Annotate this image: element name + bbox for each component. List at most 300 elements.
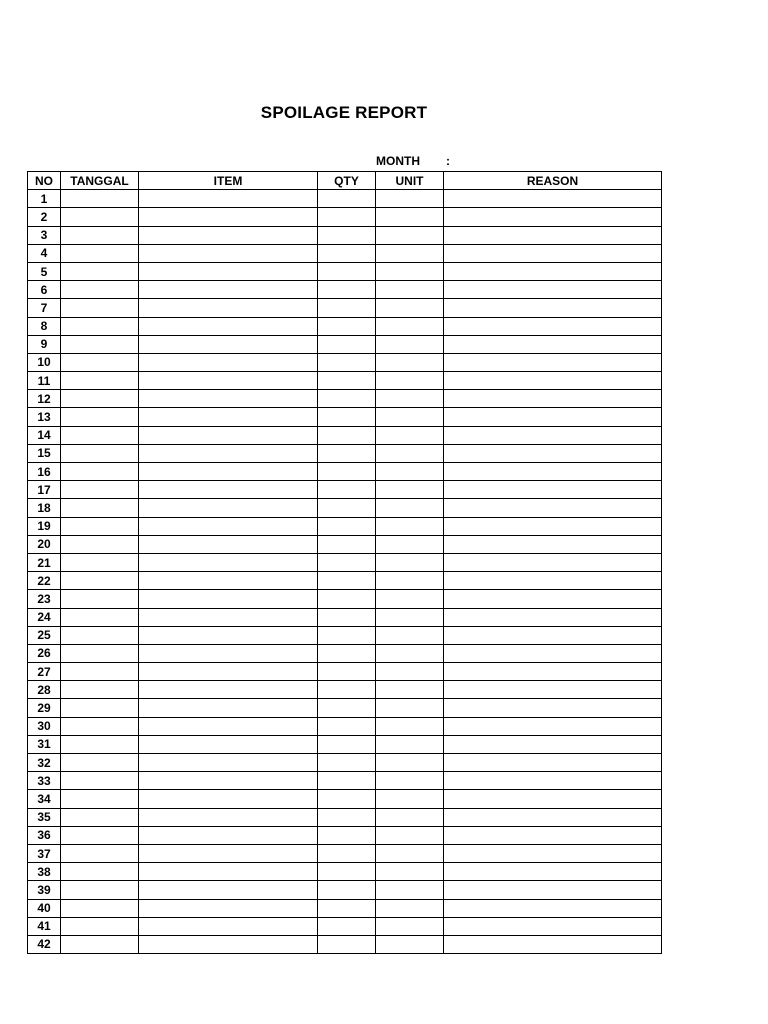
tanggal-cell[interactable] [61,353,139,371]
qty-cell[interactable] [318,444,376,462]
reason-cell[interactable] [444,863,662,881]
reason-cell[interactable] [444,463,662,481]
table-row [28,699,662,717]
qty-cell[interactable] [318,281,376,299]
unit-cell[interactable] [376,317,444,335]
table-row [28,281,662,299]
month-label: MONTH [376,154,420,168]
reason-cell[interactable] [444,335,662,353]
tanggal-cell[interactable] [61,754,139,772]
reason-cell[interactable] [444,808,662,826]
qty-cell[interactable] [318,335,376,353]
unit-cell[interactable] [376,717,444,735]
qty-cell[interactable] [318,644,376,662]
row-number: 7 [28,299,61,317]
row-number: 2 [28,208,61,226]
table-row [28,299,662,317]
unit-cell[interactable] [376,590,444,608]
qty-cell[interactable] [318,317,376,335]
tanggal-cell[interactable] [61,426,139,444]
row-number: 40 [28,899,61,917]
unit-cell[interactable] [376,735,444,753]
unit-cell[interactable] [376,608,444,626]
reason-cell[interactable] [444,190,662,208]
table-row [28,317,662,335]
row-number: 31 [28,735,61,753]
tanggal-cell[interactable] [61,517,139,535]
row-number: 21 [28,553,61,571]
table-row [28,881,662,899]
table-row [28,644,662,662]
tanggal-cell[interactable] [61,481,139,499]
tanggal-cell[interactable] [61,863,139,881]
tanggal-cell[interactable] [61,535,139,553]
table-row [28,790,662,808]
qty-cell[interactable] [318,535,376,553]
row-number: 42 [28,935,61,953]
table-row [28,917,662,935]
unit-cell[interactable] [376,190,444,208]
item-cell[interactable] [139,444,318,462]
unit-cell[interactable] [376,681,444,699]
qty-cell[interactable] [318,772,376,790]
qty-cell[interactable] [318,463,376,481]
unit-cell[interactable] [376,335,444,353]
item-cell[interactable] [139,299,318,317]
item-cell[interactable] [139,426,318,444]
qty-cell[interactable] [318,481,376,499]
tanggal-cell[interactable] [61,808,139,826]
table-row [28,754,662,772]
row-number: 15 [28,444,61,462]
tanggal-cell[interactable] [61,317,139,335]
item-cell[interactable] [139,372,318,390]
tanggal-cell[interactable] [61,281,139,299]
unit-cell[interactable] [376,881,444,899]
item-cell[interactable] [139,917,318,935]
reason-cell[interactable] [444,281,662,299]
qty-cell[interactable] [318,717,376,735]
table-row [28,826,662,844]
qty-cell[interactable] [318,754,376,772]
reason-cell[interactable] [444,226,662,244]
unit-cell[interactable] [376,444,444,462]
row-number: 3 [28,226,61,244]
reason-cell[interactable] [444,790,662,808]
item-cell[interactable] [139,226,318,244]
reason-cell[interactable] [444,608,662,626]
reason-cell[interactable] [444,426,662,444]
unit-cell[interactable] [376,917,444,935]
tanggal-cell[interactable] [61,372,139,390]
item-cell[interactable] [139,517,318,535]
tanggal-cell[interactable] [61,408,139,426]
unit-cell[interactable] [376,572,444,590]
item-cell[interactable] [139,208,318,226]
item-cell[interactable] [139,281,318,299]
unit-cell[interactable] [376,208,444,226]
qty-cell[interactable] [318,390,376,408]
tanggal-cell[interactable] [61,772,139,790]
table-body [28,190,662,954]
unit-cell[interactable] [376,226,444,244]
row-number: 29 [28,699,61,717]
reason-cell[interactable] [444,735,662,753]
table-row [28,626,662,644]
tanggal-cell[interactable] [61,717,139,735]
month-separator: : [446,154,450,168]
qty-cell[interactable] [318,190,376,208]
unit-cell[interactable] [376,935,444,953]
tanggal-cell[interactable] [61,626,139,644]
item-cell[interactable] [139,699,318,717]
header-unit: UNIT [376,172,444,190]
qty-cell[interactable] [318,735,376,753]
month-line [376,154,450,168]
unit-cell[interactable] [376,372,444,390]
qty-cell[interactable] [318,699,376,717]
unit-cell[interactable] [376,899,444,917]
row-number: 10 [28,353,61,371]
unit-cell[interactable] [376,772,444,790]
tanggal-cell[interactable] [61,572,139,590]
row-number: 16 [28,463,61,481]
unit-cell[interactable] [376,408,444,426]
unit-cell[interactable] [376,553,444,571]
unit-cell[interactable] [376,699,444,717]
unit-cell[interactable] [376,826,444,844]
row-number: 17 [28,481,61,499]
qty-cell[interactable] [318,626,376,644]
unit-cell[interactable] [376,808,444,826]
item-cell[interactable] [139,644,318,662]
row-number: 28 [28,681,61,699]
row-number: 6 [28,281,61,299]
qty-cell[interactable] [318,808,376,826]
row-number: 38 [28,863,61,881]
reason-cell[interactable] [444,899,662,917]
table-row [28,572,662,590]
row-number: 11 [28,372,61,390]
document-title: SPOILAGE REPORT [260,103,428,122]
item-cell[interactable] [139,463,318,481]
row-number: 33 [28,772,61,790]
row-number: 20 [28,535,61,553]
table-row [28,808,662,826]
table-row [28,353,662,371]
unit-cell[interactable] [376,390,444,408]
row-number: 26 [28,644,61,662]
row-number: 1 [28,190,61,208]
tanggal-cell[interactable] [61,299,139,317]
tanggal-cell[interactable] [61,226,139,244]
qty-cell[interactable] [318,899,376,917]
unit-cell[interactable] [376,299,444,317]
reason-cell[interactable] [444,372,662,390]
qty-cell[interactable] [318,244,376,262]
item-cell[interactable] [139,408,318,426]
reason-cell[interactable] [444,917,662,935]
qty-cell[interactable] [318,881,376,899]
reason-cell[interactable] [444,681,662,699]
reason-cell[interactable] [444,626,662,644]
row-number: 9 [28,335,61,353]
tanggal-cell[interactable] [61,735,139,753]
unit-cell[interactable] [376,481,444,499]
table-row [28,244,662,262]
qty-cell[interactable] [318,590,376,608]
item-cell[interactable] [139,353,318,371]
table-row [28,717,662,735]
row-number: 19 [28,517,61,535]
reason-cell[interactable] [444,517,662,535]
item-cell[interactable] [139,681,318,699]
qty-cell[interactable] [318,663,376,681]
header-item: ITEM [139,172,318,190]
reason-cell[interactable] [444,881,662,899]
unit-cell[interactable] [376,262,444,280]
header-no: NO [28,172,61,190]
spoilage-table [27,171,662,954]
item-cell[interactable] [139,899,318,917]
qty-cell[interactable] [318,208,376,226]
unit-cell[interactable] [376,790,444,808]
row-number: 13 [28,408,61,426]
qty-cell[interactable] [318,935,376,953]
unit-cell[interactable] [376,426,444,444]
unit-cell[interactable] [376,463,444,481]
table-row [28,735,662,753]
qty-cell[interactable] [318,262,376,280]
item-cell[interactable] [139,317,318,335]
qty-cell[interactable] [318,426,376,444]
tanggal-cell[interactable] [61,190,139,208]
qty-cell[interactable] [318,826,376,844]
tanggal-cell[interactable] [61,553,139,571]
reason-cell[interactable] [444,353,662,371]
tanggal-cell[interactable] [61,644,139,662]
item-cell[interactable] [139,262,318,280]
reason-cell[interactable] [444,935,662,953]
table-row [28,372,662,390]
tanggal-cell[interactable] [61,499,139,517]
item-cell[interactable] [139,244,318,262]
reason-cell[interactable] [444,772,662,790]
table-row [28,935,662,953]
reason-cell[interactable] [444,317,662,335]
unit-cell[interactable] [376,281,444,299]
reason-cell[interactable] [444,408,662,426]
table-row [28,663,662,681]
table-row [28,390,662,408]
item-cell[interactable] [139,572,318,590]
item-cell[interactable] [139,499,318,517]
table-row [28,608,662,626]
unit-cell[interactable] [376,663,444,681]
item-cell[interactable] [139,608,318,626]
qty-cell[interactable] [318,790,376,808]
unit-cell[interactable] [376,517,444,535]
table-row [28,408,662,426]
row-number: 27 [28,663,61,681]
row-number: 34 [28,790,61,808]
row-number: 35 [28,808,61,826]
qty-cell[interactable] [318,863,376,881]
reason-cell[interactable] [444,699,662,717]
tanggal-cell[interactable] [61,826,139,844]
header-qty: QTY [318,172,376,190]
reason-cell[interactable] [444,663,662,681]
tanggal-cell[interactable] [61,208,139,226]
qty-cell[interactable] [318,917,376,935]
reason-cell[interactable] [444,299,662,317]
table-row [28,535,662,553]
item-cell[interactable] [139,626,318,644]
reason-cell[interactable] [444,535,662,553]
item-cell[interactable] [139,826,318,844]
qty-cell[interactable] [318,408,376,426]
qty-cell[interactable] [318,226,376,244]
table-row [28,553,662,571]
row-number: 8 [28,317,61,335]
reason-cell[interactable] [444,572,662,590]
row-number: 36 [28,826,61,844]
tanggal-cell[interactable] [61,262,139,280]
reason-cell[interactable] [444,390,662,408]
reason-cell[interactable] [444,553,662,571]
item-cell[interactable] [139,735,318,753]
tanggal-cell[interactable] [61,663,139,681]
item-cell[interactable] [139,863,318,881]
table-row [28,208,662,226]
unit-cell[interactable] [376,754,444,772]
unit-cell[interactable] [376,499,444,517]
row-number: 14 [28,426,61,444]
table-header-row [28,172,662,190]
row-number: 24 [28,608,61,626]
reason-cell[interactable] [444,826,662,844]
qty-cell[interactable] [318,372,376,390]
item-cell[interactable] [139,553,318,571]
tanggal-cell[interactable] [61,844,139,862]
reason-cell[interactable] [444,754,662,772]
unit-cell[interactable] [376,844,444,862]
qty-cell[interactable] [318,608,376,626]
table-row [28,226,662,244]
reason-cell[interactable] [444,444,662,462]
unit-cell[interactable] [376,353,444,371]
unit-cell[interactable] [376,535,444,553]
reason-cell[interactable] [444,844,662,862]
item-cell[interactable] [139,717,318,735]
table-row [28,481,662,499]
tanggal-cell[interactable] [61,699,139,717]
tanggal-cell[interactable] [61,899,139,917]
reason-cell[interactable] [444,208,662,226]
row-number: 41 [28,917,61,935]
row-number: 5 [28,262,61,280]
item-cell[interactable] [139,881,318,899]
item-cell[interactable] [139,808,318,826]
reason-cell[interactable] [444,244,662,262]
tanggal-cell[interactable] [61,935,139,953]
table-row [28,262,662,280]
row-number: 18 [28,499,61,517]
table-row [28,844,662,862]
unit-cell[interactable] [376,863,444,881]
table-row [28,863,662,881]
qty-cell[interactable] [318,572,376,590]
item-cell[interactable] [139,754,318,772]
reason-cell[interactable] [444,717,662,735]
tanggal-cell[interactable] [61,444,139,462]
row-number: 32 [28,754,61,772]
qty-cell[interactable] [318,844,376,862]
item-cell[interactable] [139,772,318,790]
unit-cell[interactable] [376,644,444,662]
tanggal-cell[interactable] [61,390,139,408]
item-cell[interactable] [139,790,318,808]
row-number: 30 [28,717,61,735]
tanggal-cell[interactable] [61,881,139,899]
item-cell[interactable] [139,935,318,953]
row-number: 22 [28,572,61,590]
tanggal-cell[interactable] [61,463,139,481]
qty-cell[interactable] [318,299,376,317]
item-cell[interactable] [139,844,318,862]
table-row [28,772,662,790]
tanggal-cell[interactable] [61,917,139,935]
tanggal-cell[interactable] [61,681,139,699]
reason-cell[interactable] [444,481,662,499]
reason-cell[interactable] [444,262,662,280]
item-cell[interactable] [139,390,318,408]
reason-cell[interactable] [444,644,662,662]
row-number: 4 [28,244,61,262]
row-number: 12 [28,390,61,408]
table-row [28,499,662,517]
tanggal-cell[interactable] [61,335,139,353]
tanggal-cell[interactable] [61,590,139,608]
qty-cell[interactable] [318,353,376,371]
tanggal-cell[interactable] [61,608,139,626]
table-row [28,444,662,462]
table-row [28,681,662,699]
qty-cell[interactable] [318,517,376,535]
reason-cell[interactable] [444,499,662,517]
item-cell[interactable] [139,663,318,681]
row-number: 25 [28,626,61,644]
tanggal-cell[interactable] [61,244,139,262]
qty-cell[interactable] [318,553,376,571]
qty-cell[interactable] [318,499,376,517]
item-cell[interactable] [139,481,318,499]
table-row [28,463,662,481]
reason-cell[interactable] [444,590,662,608]
item-cell[interactable] [139,335,318,353]
unit-cell[interactable] [376,626,444,644]
table-row [28,590,662,608]
table-row [28,190,662,208]
unit-cell[interactable] [376,244,444,262]
qty-cell[interactable] [318,681,376,699]
tanggal-cell[interactable] [61,790,139,808]
item-cell[interactable] [139,535,318,553]
row-number: 23 [28,590,61,608]
item-cell[interactable] [139,590,318,608]
item-cell[interactable] [139,190,318,208]
table-row [28,426,662,444]
